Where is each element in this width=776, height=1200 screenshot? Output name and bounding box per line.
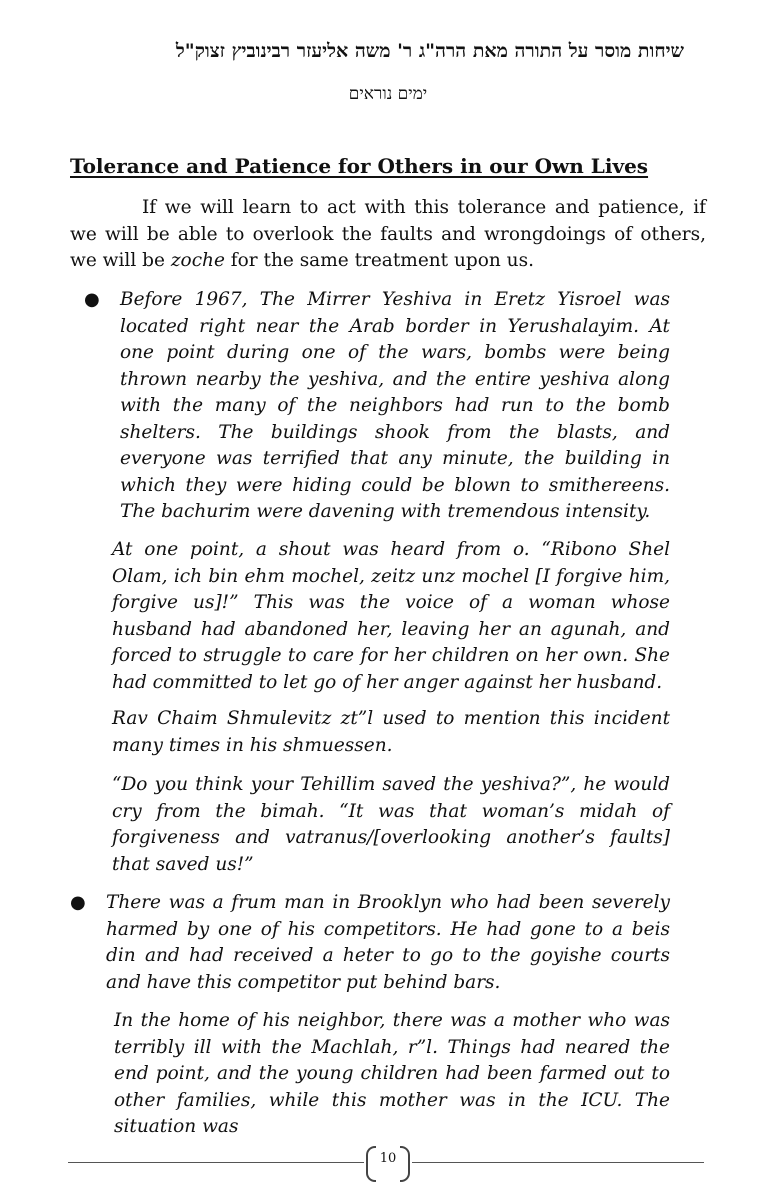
page-number-bracket-left: [366, 1146, 376, 1182]
bullet-marker: ●: [84, 289, 100, 310]
intro-text-after: for the same treatment upon us.: [224, 250, 534, 271]
page-number: 10: [379, 1151, 397, 1166]
intro-paragraph: [70, 195, 706, 275]
running-header-title: שיחות מוסר על התורה מאת הרה"ג ר' משה אליעזר רבינוביץ זצוק"ל: [175, 40, 684, 62]
story-paragraph: Rav Chaim Shmulevitz zt”l used to mention this incident many times in his shmuessen.: [112, 708, 670, 756]
story-paragraph: There was a frum man in Brooklyn who had been severely harmed by one of his competitors. He had gone to a beis din and had received a heter to go to the goyishe courts and have this competitor put behind bars.: [106, 892, 670, 993]
story-paragraph: Before 1967, The Mirrer Yeshiva in Eretz Yisroel was located right near the Arab border in Yerushalayim. At one point during one of the wars, bombs were being thrown nearby the yeshiva, and the entire yeshiva along with the many of the neighbors had run to the bomb shelters. The buildings shook from the blasts, and everyone was terrified that any minute, the building in which they were hiding could be blown to smithereens. The bachurim were davening with tremendous intensity.: [120, 289, 670, 522]
intro-text-before: If we will learn to act with this tolerance and patience, if we will be able to overlook the faults and wrongdoings of others, we will be: [70, 197, 706, 271]
section-title: Tolerance and Patience for Others in our Own Lives: [70, 154, 649, 178]
running-header-subtitle: ימים נוראים: [348, 84, 428, 104]
bullet-marker: ●: [70, 892, 86, 913]
story-paragraph: In the home of his neighbor, there was a mother who was terribly ill with the Machlah, r”l. Things had neared the end point, and the young children had been farmed out to other families, while this mother was in the ICU. The situation was: [114, 1010, 670, 1137]
intro-italic-term: zoche: [170, 250, 225, 271]
page-number-bracket-right: [400, 1146, 410, 1182]
story-paragraph: “Do you think your Tehillim saved the yeshiva?”, he would cry from the bimah. “It was that woman’s midah of forgiveness and vatranus/[overlooking another’s faults] that saved us!”: [112, 774, 670, 875]
footer-rule-left: [68, 1162, 364, 1163]
story-paragraph: At one point, a shout was heard from o. “Ribono Shel Olam, ich bin ehm mochel, zeitz unz mochel [I forgive him, forgive us]!” This was the voice of a woman whose husband had abandoned her, leaving her an agunah, and forced to struggle to care for her children on her own. She had committed to let go of her anger against her husband.: [112, 539, 670, 693]
footer-rule-right: [412, 1162, 704, 1163]
